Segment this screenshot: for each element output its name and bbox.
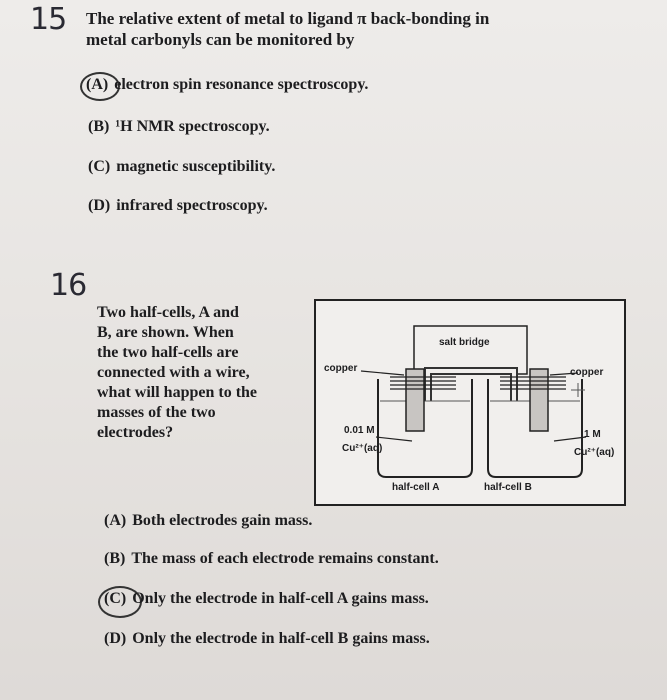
q15-handwritten-number: 15 <box>30 2 67 37</box>
left-electrode-label: copper <box>324 363 358 374</box>
diagram-drawing <box>316 301 624 504</box>
half-cell-a-label: half-cell A <box>392 482 440 493</box>
q15-stem-line-2: metal carbonyls can be monitored by <box>86 30 355 49</box>
q16-option-d-text: Only the electrode in half-cell B gains mass. <box>132 630 430 647</box>
q16-stem-line: Two half-cells, A and <box>97 304 239 321</box>
q15-option-a-text: electron spin resonance spectroscopy. <box>114 76 369 93</box>
q16-stem-line: what will happen to the <box>97 384 258 401</box>
right-electrode-label: copper <box>570 367 604 378</box>
q15-option-d-label: (D) <box>88 197 111 214</box>
q16-option-b[interactable] <box>104 550 439 568</box>
q16-option-a[interactable] <box>104 512 312 530</box>
copper-a-pointer <box>361 371 404 375</box>
conc-a-pointer <box>376 437 412 441</box>
right-concentration-label: 1 M <box>584 429 601 440</box>
q16-option-b-text: The mass of each electrode remains constant. <box>131 550 439 567</box>
q15-option-b-text: ¹H NMR spectroscopy. <box>115 118 270 135</box>
right-solution-label: Cu²⁺(aq) <box>574 447 615 458</box>
q16-option-a-label: (A) <box>104 512 127 529</box>
q15-option-a-label: (A) <box>86 76 109 93</box>
q16-option-c[interactable] <box>104 590 429 608</box>
electrode-a <box>406 369 424 431</box>
q15-option-b-label: (B) <box>88 118 110 135</box>
q16-handwritten-number: 16 <box>50 268 87 303</box>
half-cell-diagram <box>314 299 626 506</box>
q16-option-d[interactable] <box>104 630 430 648</box>
q15-stem <box>86 8 646 50</box>
q16-stem-line: connected with a wire, <box>97 364 250 381</box>
q16-stem-line: the two half-cells are <box>97 344 239 361</box>
q16-stem-line: electrodes? <box>97 424 174 441</box>
q16-option-c-text: Only the electrode in half-cell A gains mass. <box>132 590 429 607</box>
q16-stem-line: masses of the two <box>97 404 216 421</box>
q16-stem <box>97 303 312 443</box>
q16-stem-line: B, are shown. When <box>97 324 234 341</box>
q15-option-d[interactable] <box>88 197 268 215</box>
left-concentration-label: 0.01 M <box>344 425 375 436</box>
q15-option-c[interactable] <box>88 158 275 176</box>
q15-option-c-text: magnetic susceptibility. <box>116 158 276 175</box>
salt-bridge-label: salt bridge <box>439 337 490 348</box>
half-cell-b-label: half-cell B <box>484 482 532 493</box>
q15-option-a[interactable] <box>86 76 368 94</box>
q16-option-c-label: (C) <box>104 590 127 607</box>
q15-stem-line-1: The relative extent of metal to ligand π back-bonding in <box>86 9 490 28</box>
salt-bridge-frame <box>414 326 527 374</box>
q16-option-d-label: (D) <box>104 630 127 647</box>
q16-option-b-label: (B) <box>104 550 126 567</box>
q15-option-d-text: infrared spectroscopy. <box>116 197 268 214</box>
left-solution-label: Cu²⁺(aq) <box>342 443 383 454</box>
electrode-b <box>530 369 548 431</box>
q15-option-c-label: (C) <box>88 158 111 175</box>
q15-option-b[interactable] <box>88 118 270 136</box>
q16-option-a-text: Both electrodes gain mass. <box>132 512 313 529</box>
